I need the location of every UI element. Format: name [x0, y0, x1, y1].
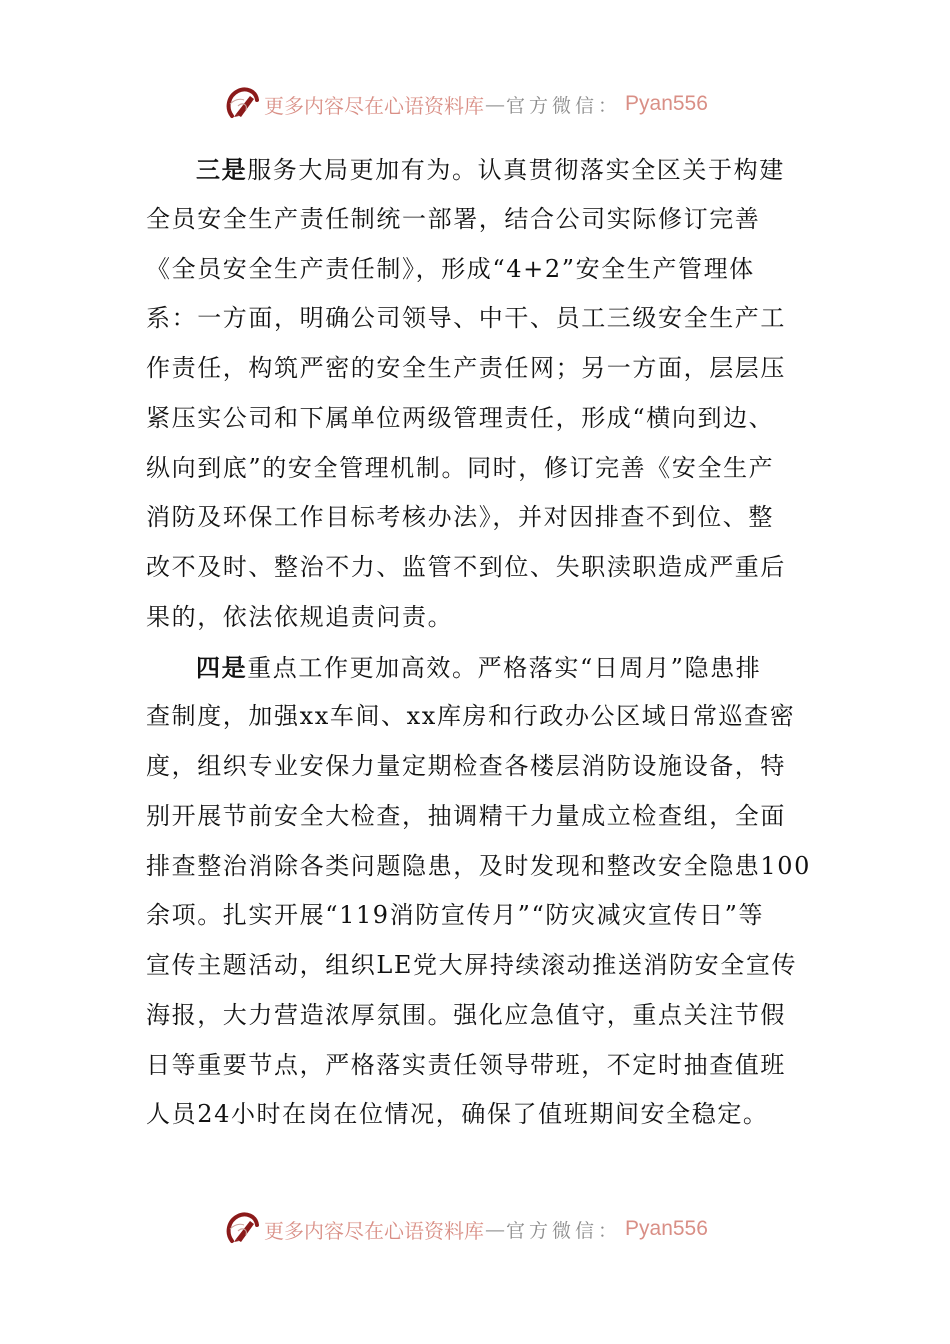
- watermark-wechat-id: Pyan556: [625, 92, 708, 115]
- paragraph-4: [146, 643, 812, 1141]
- paragraph-line: 人员24小时在岗在位情况，确保了值班期间安全稳定。: [146, 1100, 769, 1129]
- paragraph-line: 排查整治消除各类问题隐患，及时发现和整改安全隐患100: [146, 851, 812, 880]
- paragraph-line: 全员安全生产责任制统一部署，结合公司实际修订完善: [146, 204, 761, 233]
- paragraph-line: 宣传主题活动，组织LE党大屏持续滚动推送消防安全宣传: [146, 951, 798, 979]
- paragraph-line: 改不及时、整治不力、监管不到位、失职渎职造成严重后: [146, 553, 786, 581]
- paragraph-line-text: 重点工作更加高效。严格落实“日周月”隐患排: [247, 653, 762, 682]
- watermark-wechat-id: Pyan556: [625, 1217, 708, 1240]
- document-body: [146, 145, 812, 1140]
- footer-watermark: [224, 1207, 708, 1251]
- paragraph-line: 别开展节前安全大检查，抽调精干力量成立检查组，全面: [146, 801, 786, 830]
- paragraph-line: [146, 643, 806, 693]
- paragraph-line-text: 服务大局更加有为。认真贯彻落实全区关于构建: [247, 156, 785, 184]
- paragraph-line: 作责任，构筑严密的安全生产责任网；另一方面，层层压: [146, 354, 786, 382]
- paragraph-line: 消防及环保工作目标考核办法》，并对因排查不到位、整: [146, 503, 774, 532]
- paragraph-line: 系：一方面，明确公司领导、中干、员工三级安全生产工: [146, 304, 786, 333]
- watermark-wechat-label: 官方微信：: [506, 94, 622, 117]
- header-watermark: [224, 82, 708, 126]
- paragraph-line: 日等重要节点，严格落实责任领导带班，不定时抽查值班: [146, 1050, 786, 1079]
- paragraph-line: 海报，大力营造浓厚氛围。强化应急值守，重点关注节假: [146, 1000, 786, 1029]
- paragraph-line: 紧压实公司和下属单位两级管理责任，形成“横向到边、: [146, 403, 775, 432]
- paragraph-line: 纵向到底”的安全管理机制。同时，修订完善《安全生产: [146, 453, 775, 482]
- paragraph-line: 果的，依法依规追责问责。: [146, 602, 454, 631]
- paragraph-line: 《全员安全生产责任制》，形成“4+2”安全生产管理体: [146, 254, 755, 283]
- watermark-text: 更多内容尽在心语资料库: [264, 1218, 484, 1243]
- paragraph-line: [146, 145, 806, 195]
- watermark-text: 更多内容尽在心语资料库: [264, 93, 484, 118]
- paragraph-line: 余项。扎实开展“119消防宣传月”“防灾减灾宣传日”等: [146, 901, 765, 930]
- paragraph-lead: 三是: [196, 155, 248, 184]
- watermark-dash: —: [485, 1217, 505, 1241]
- paragraph-line: 度，组织专业安保力量定期检查各楼层消防设施设备，特: [146, 752, 786, 780]
- paragraph-3: [146, 145, 806, 643]
- quill-pen-logo-icon: [224, 1211, 260, 1247]
- paragraph-line: 查制度，加强xx车间、xx库房和行政办公区域日常巡查密: [146, 702, 796, 731]
- paragraph-lead: 四是: [196, 652, 248, 682]
- watermark-wechat-label: 官方微信：: [506, 1219, 622, 1242]
- quill-pen-logo-icon: [224, 86, 260, 122]
- watermark-dash: —: [485, 92, 505, 116]
